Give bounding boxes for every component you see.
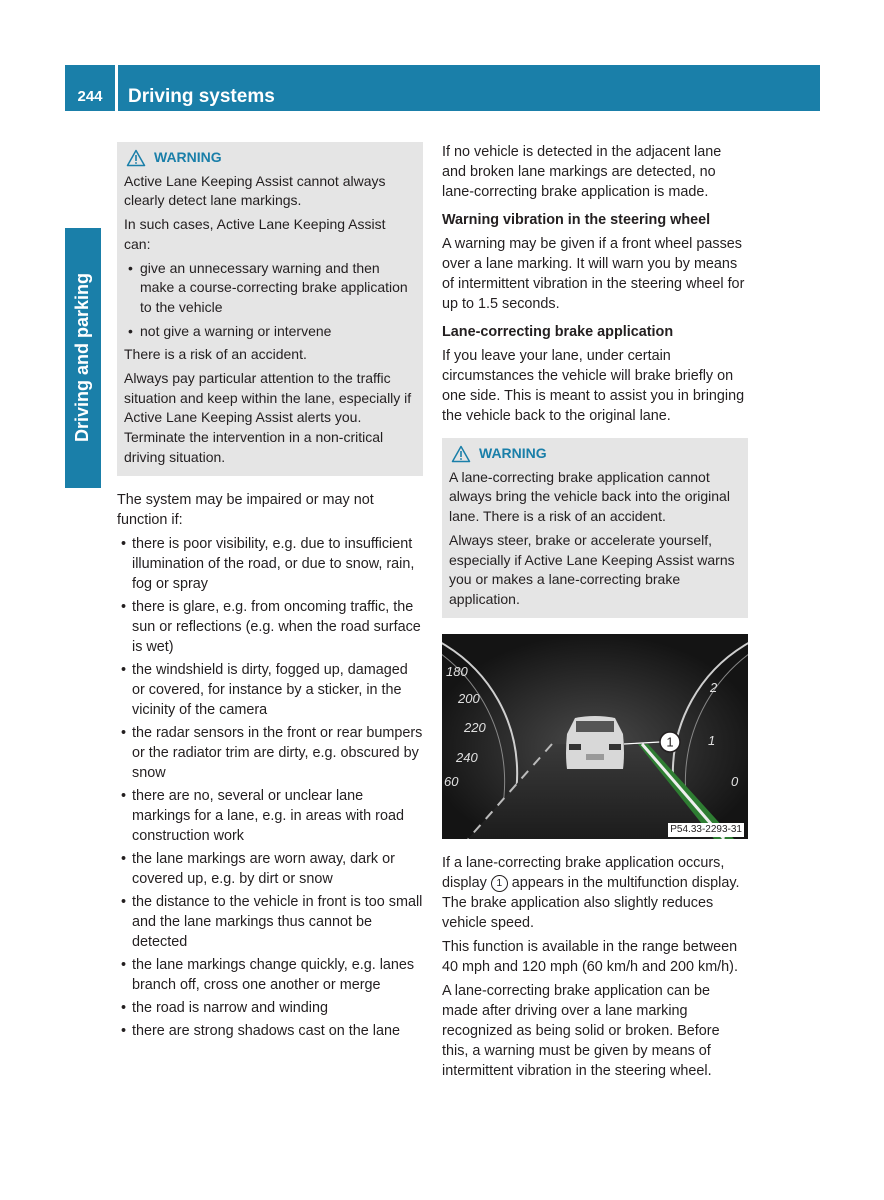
list-item: • the road is narrow and winding (117, 998, 423, 1018)
list-item: • there are no, several or unclear lane markings for a lane, e.g. in areas with road construction work (117, 786, 423, 846)
list-item: • there is glare, e.g. from oncoming traffic, the sun or reflections (e.g. when the road surface is wet) (117, 597, 423, 657)
warning-text: Always pay particular attention to the traffic situation and keep within the lane, especially if Active Lane Keeping Assist alerts you. Terminate the intervention in a non-critical driving situation. (124, 370, 412, 465)
list-item: • there is poor visibility, e.g. due to insufficient illumination of the road, or due to snow, rain, fog or spray (117, 534, 423, 594)
right-column (442, 142, 748, 1085)
rpm-label: 0 (731, 773, 739, 789)
warning-text: Always steer, brake or accelerate yourself, especially if Active Lane Keeping Assist warns you or makes a lane-correcting brake application. (449, 531, 735, 607)
impairment-intro: The system may be impaired or may not function if: (117, 491, 374, 528)
callout-number: 1 (491, 875, 508, 892)
list-item: • the lane markings are worn away, dark or covered up, e.g. by dirt or snow (117, 849, 423, 889)
paragraph: This function is available in the range between 40 mph and 120 mph (60 km/h and 200 km/h). (442, 938, 738, 975)
callout-1: 1 (666, 734, 674, 750)
paragraph: A warning may be given if a front wheel passes over a lane marking. It will warn you by means of intermittent vibration in the steering wheel for up to 1.5 seconds. (442, 236, 745, 312)
chapter-tab-marker (65, 446, 101, 488)
paragraph (442, 853, 748, 933)
text-span: If a lane-correcting brake application occurs, display (442, 854, 725, 891)
speed-label: 60 (444, 773, 459, 789)
page-number: 244 (77, 88, 103, 105)
speed-label: 240 (456, 749, 478, 765)
speed-label: 180 (446, 663, 468, 679)
speed-label: 200 (458, 690, 480, 706)
warning-label: WARNING (154, 149, 222, 165)
warning-heading (449, 444, 740, 464)
paragraph: If no vehicle is detected in the adjacent lane and broken lane markings are detected, no lane-correcting brake application is made. (442, 144, 722, 200)
paragraph: A lane-correcting brake application can be made after driving over a lane marking recognized as being solid or broken. Before this, a warning must be given by means of intermittent vibration in the steering wheel. (442, 982, 720, 1079)
multifunction-display-image (442, 634, 748, 839)
speed-label: 220 (464, 719, 486, 735)
left-column (117, 142, 423, 1044)
list-item: • there are strong shadows cast on the lane (117, 1021, 423, 1041)
warning-text: There is a risk of an accident. (124, 346, 307, 363)
warning-bullet: • not give a warning or intervene (124, 322, 415, 342)
image-reference-code: P54.33-2293-31 (670, 823, 742, 835)
warning-triangle-icon (126, 149, 146, 167)
instrument-cluster-illustration (442, 634, 748, 839)
warning-text: A lane-correcting brake application cannot always bring the vehicle back into the original lane. There is a risk of an accident. (449, 468, 730, 525)
warning-label: WARNING (479, 445, 547, 461)
warning-text: Active Lane Keeping Assist cannot always clearly detect lane markings. (124, 172, 386, 209)
page-title: Driving systems (128, 86, 275, 107)
warning-box-lane-detection (117, 142, 423, 476)
warning-triangle-icon (451, 445, 471, 463)
list-item: • the lane markings change quickly, e.g. lanes branch off, cross one another or merge (117, 955, 423, 995)
chapter-side-tab (65, 228, 101, 488)
section-heading-vibration: Warning vibration in the steering wheel (442, 212, 711, 228)
list-item: • the radar sensors in the front or rear bumpers or the radiator trim are dirty, e.g. obscured by snow (117, 723, 423, 783)
warning-box-brake (442, 438, 748, 618)
text-span: appears in the multifunction display. The brake application also slightly reduces vehicle speed. (442, 874, 740, 931)
warning-bullet: • give an unnecessary warning and then make a course-correcting brake application to the vehicle (124, 259, 415, 318)
rpm-label: 1 (708, 732, 716, 748)
page-header (65, 65, 820, 111)
list-item: • the distance to the vehicle in front is too small and the lane markings thus cannot be detected (117, 892, 423, 952)
car-icon (566, 716, 624, 769)
header-divider (115, 65, 118, 111)
chapter-label: Driving and parking (72, 272, 92, 442)
paragraph: If you leave your lane, under certain circumstances the vehicle will brake briefly on one side. This is meant to assist you in bringing the vehicle back to the original lane. (442, 348, 745, 424)
warning-text: In such cases, Active Lane Keeping Assist can: (124, 216, 386, 252)
section-heading-brake: Lane-correcting brake application (442, 324, 674, 340)
rpm-label: 2 (710, 679, 718, 695)
impairment-list (117, 534, 423, 1041)
warning-heading (124, 148, 415, 168)
list-item: • the windshield is dirty, fogged up, damaged or covered, for instance by a sticker, in the vicinity of the camera (117, 660, 423, 720)
